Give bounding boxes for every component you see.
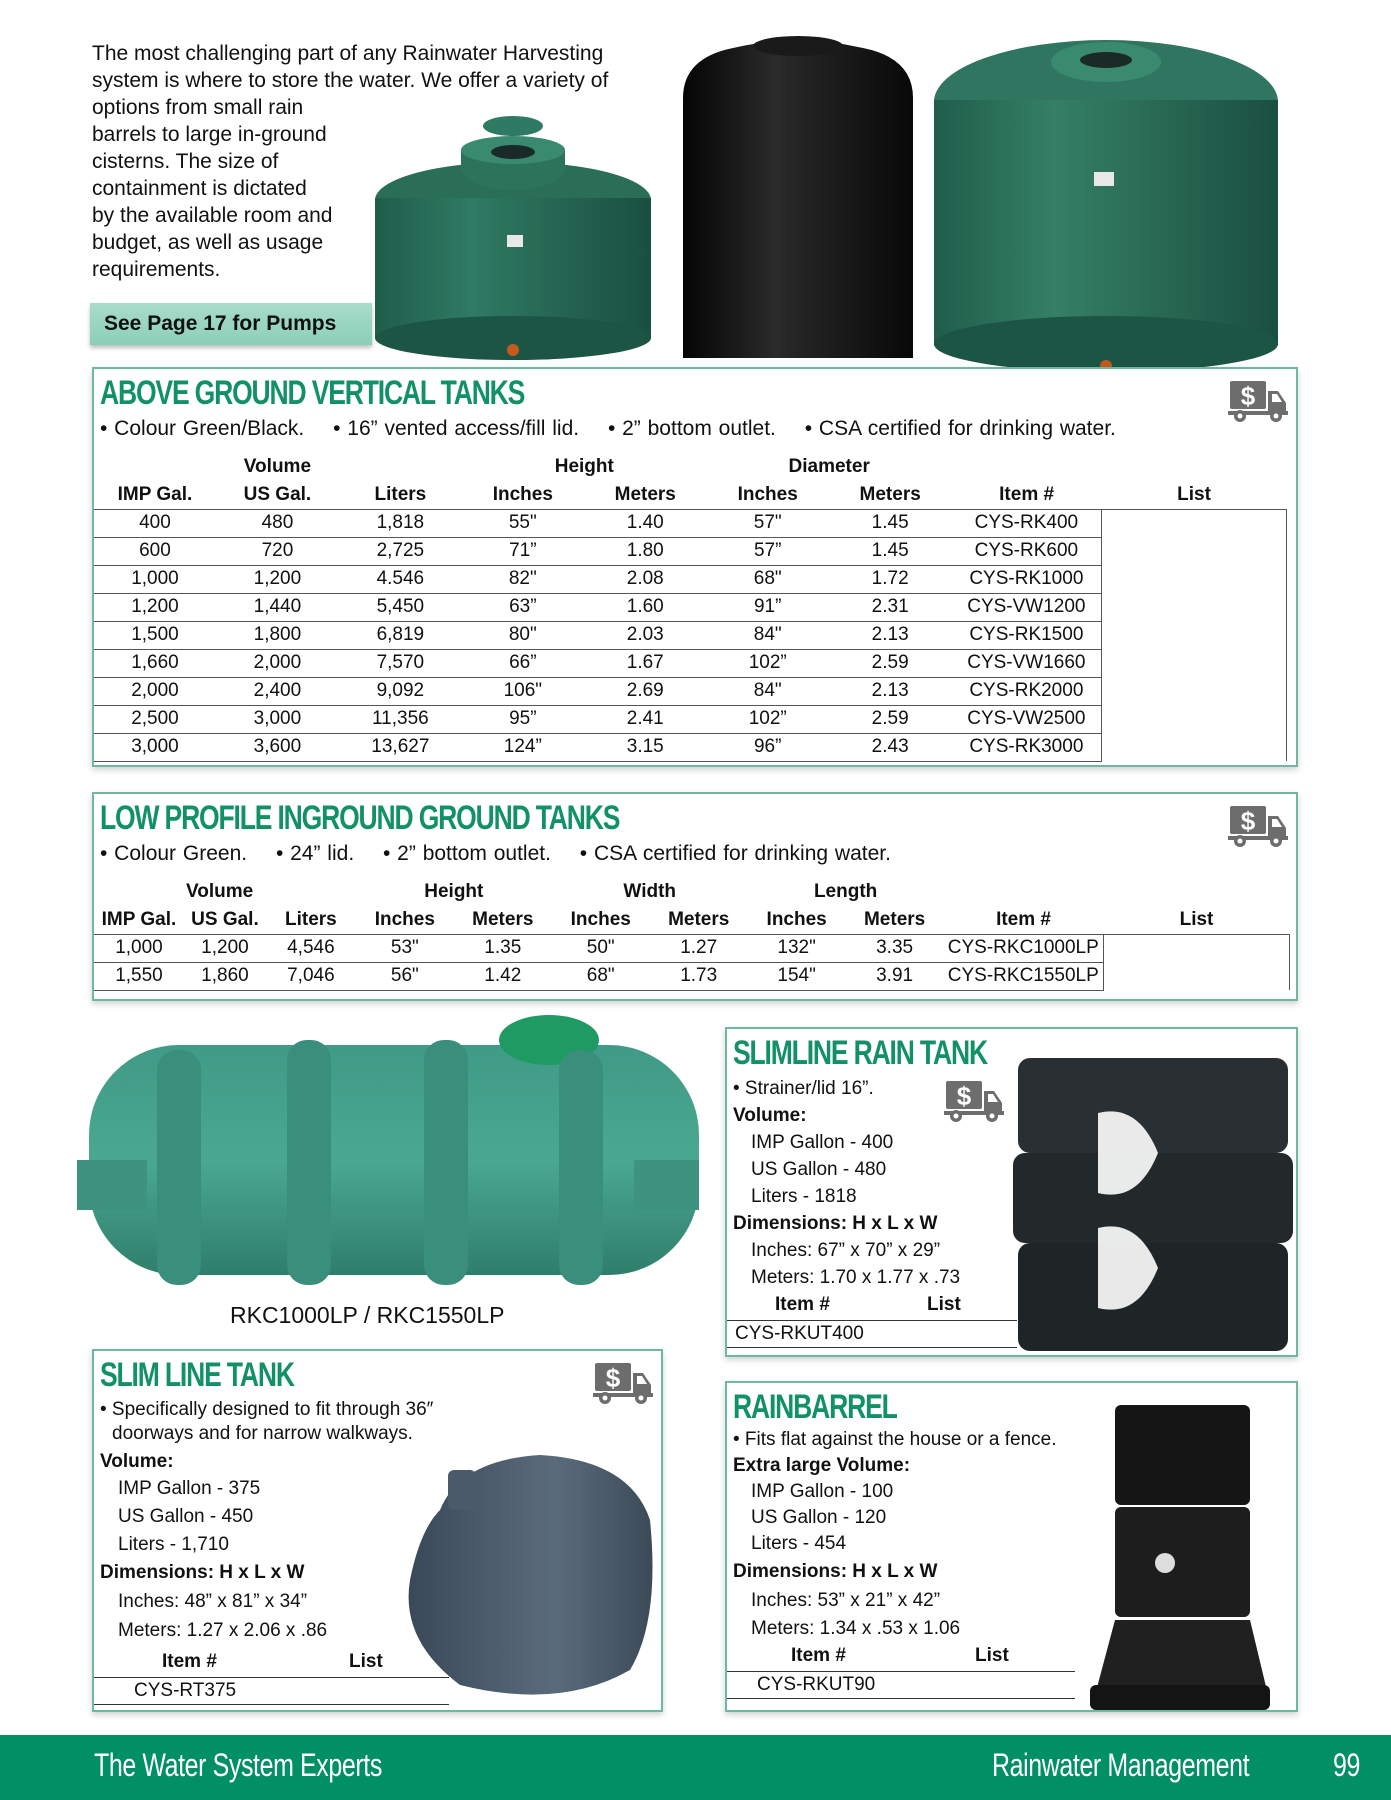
table-cell: 1,200	[216, 565, 339, 593]
list-header: List	[927, 1294, 961, 1315]
section-title: LOW PROFILE INGROUND GROUND TANKS	[100, 799, 620, 837]
table-cell: 1,000	[94, 565, 216, 593]
table-cell: 11,356	[339, 705, 462, 733]
item-row	[727, 1671, 1075, 1699]
column-header: US Gal.	[191, 908, 259, 930]
table-cell: 2.13	[829, 677, 952, 705]
table-cell: 1,500	[94, 621, 216, 649]
table-cell: 2,500	[94, 705, 216, 733]
section-title: SLIMLINE RAIN TANK	[733, 1034, 987, 1072]
table-cell: 1.80	[584, 537, 707, 565]
footer-tagline: The Water System Experts	[94, 1747, 382, 1783]
feature-item: • 2” bottom outlet.	[607, 417, 776, 440]
intro-line: budget, as well as usage	[92, 231, 324, 254]
table-row	[94, 705, 1287, 733]
item-header: Item #	[162, 1651, 217, 1672]
table-cell: 82"	[462, 565, 584, 593]
table-cell: 400	[94, 509, 216, 537]
feature-item: • 2” bottom outlet.	[383, 842, 551, 865]
table-cell: 71”	[462, 537, 584, 565]
table-cell: 3.91	[846, 962, 944, 990]
item-number-cell: CYS-RKC1000LP	[944, 934, 1104, 962]
item-number: CYS-RKUT90	[757, 1674, 876, 1695]
intro-line: The most challenging part of any Rainwater Harvesting	[92, 42, 604, 65]
volume-item: IMP Gallon - 375	[118, 1478, 261, 1499]
table-cell: 1.60	[584, 593, 707, 621]
volume-item: US Gallon - 480	[751, 1159, 887, 1180]
low-profile-image-caption: RKC1000LP / RKC1550LP	[230, 1302, 505, 1328]
table-cell: 2.03	[584, 621, 707, 649]
volume-label: Volume:	[100, 1451, 174, 1472]
column-header: Inches	[374, 908, 435, 930]
item-table	[94, 1651, 449, 1705]
table-cell: 68"	[552, 962, 650, 990]
table-cell: 1,200	[94, 593, 216, 621]
table-cell: 2,400	[216, 677, 339, 705]
column-header: Meters	[668, 908, 730, 930]
feature-item: • Colour Green/Black.	[100, 417, 305, 440]
table-cell: 96”	[707, 733, 829, 761]
table-cell: 1.67	[584, 649, 707, 677]
low-profile-spec-table	[94, 878, 1290, 1018]
table-cell: 2.41	[584, 705, 707, 733]
product-details	[733, 1427, 1093, 1643]
table-cell: 4,546	[266, 934, 356, 962]
table-cell: 2.43	[829, 733, 952, 761]
item-table-header	[94, 1651, 449, 1677]
volume-item: US Gallon - 450	[118, 1506, 254, 1527]
list-header: List	[975, 1645, 1009, 1666]
table-cell: 3.35	[846, 934, 944, 962]
product-details	[100, 1397, 440, 1645]
volume-item: IMP Gallon - 100	[751, 1481, 894, 1502]
item-number-cell: CYS-RK1500	[952, 621, 1102, 649]
volume-label: Extra large Volume:	[733, 1455, 911, 1476]
table-row	[94, 962, 1290, 990]
item-number-cell: CYS-VW1660	[952, 649, 1102, 677]
table-cell: 1,800	[216, 621, 339, 649]
intro-line: by the available room and	[92, 204, 333, 227]
table-cell: 80"	[462, 621, 584, 649]
table-cell: 2,000	[94, 677, 216, 705]
table-row	[94, 509, 1287, 537]
table-cell: 13,627	[339, 733, 462, 761]
list-header: List	[349, 1651, 383, 1672]
column-header: Liters	[374, 483, 427, 505]
green-vertical-tank-image	[372, 110, 654, 362]
intro-line: options from small rain	[92, 96, 304, 119]
table-row	[94, 733, 1287, 761]
table-cell: 2.59	[829, 705, 952, 733]
section-title: SLIM LINE TANK	[100, 1356, 294, 1394]
table-cell: 2,725	[339, 537, 462, 565]
table-cell: 720	[216, 537, 339, 565]
table-spacer	[94, 761, 1287, 789]
truck-dollar-icon	[1228, 379, 1288, 423]
group-header-height: Height	[554, 456, 614, 477]
item-header: Item #	[791, 1645, 846, 1666]
list-price-cell	[1102, 705, 1287, 733]
table-cell: 57"	[707, 509, 829, 537]
dimensions-label: Dimensions: H x L x W	[733, 1213, 938, 1234]
table-cell: 7,046	[266, 962, 356, 990]
section-title: ABOVE GROUND VERTICAL TANKS	[100, 374, 525, 412]
column-header: Meters	[859, 483, 921, 505]
table-cell: 3,000	[216, 705, 339, 733]
column-header: Meters	[614, 483, 676, 505]
table-cell: 1.27	[650, 934, 748, 962]
table-cell: 154"	[748, 962, 846, 990]
table-cell: 91”	[707, 593, 829, 621]
item-number-cell: CYS-RK1000	[952, 565, 1102, 593]
dimension-item: Meters: 1.34 x .53 x 1.06	[751, 1618, 961, 1639]
list-price-cell	[1102, 733, 1287, 761]
table-cell: 5,450	[339, 593, 462, 621]
table-cell: 1,200	[184, 934, 266, 962]
column-header: IMP Gal.	[101, 908, 177, 930]
table-cell: 66”	[462, 649, 584, 677]
column-header: Item #	[996, 908, 1051, 930]
item-table-header	[727, 1645, 1075, 1671]
list-price-cell	[1102, 565, 1287, 593]
feature-item: • 16” vented access/fill lid.	[333, 417, 580, 440]
item-number-cell: CYS-RKC1550LP	[944, 962, 1104, 990]
table-cell: 3,600	[216, 733, 339, 761]
table-cell: 102”	[707, 705, 829, 733]
column-header: Item #	[999, 483, 1055, 505]
column-header: Liters	[285, 908, 337, 930]
dimension-item: Inches: 67” x 70” x 29”	[751, 1240, 941, 1261]
volume-item: Liters - 1818	[751, 1186, 857, 1207]
see-pumps-page-link[interactable]: See Page 17 for Pumps	[90, 303, 372, 345]
column-header: Inches	[766, 908, 827, 930]
table-cell: 1.45	[829, 509, 952, 537]
table-cell: 3,000	[94, 733, 216, 761]
intro-line: requirements.	[92, 258, 221, 281]
table-cell: 2.13	[829, 621, 952, 649]
table-cell: 102”	[707, 649, 829, 677]
intro-line: cisterns. The size of	[92, 150, 279, 173]
black-vertical-tank-image	[673, 28, 923, 363]
dimensions-label: Dimensions: H x L x W	[100, 1562, 305, 1583]
table-cell: 9,092	[339, 677, 462, 705]
table-cell: 95”	[462, 705, 584, 733]
table-cell: 1,818	[339, 509, 462, 537]
table-cell: 1.73	[650, 962, 748, 990]
table-cell: 1,550	[94, 962, 184, 990]
item-table-header	[727, 1294, 1017, 1320]
feature-item: • CSA certified for drinking water.	[579, 842, 891, 865]
intro-line: barrels to large in-ground	[92, 123, 327, 146]
large-green-vertical-tank-image	[930, 22, 1282, 375]
table-row	[94, 537, 1287, 565]
list-price-cell	[1102, 677, 1287, 705]
feature-list	[100, 842, 913, 866]
item-number-cell: CYS-RK400	[952, 509, 1102, 537]
list-price-cell	[1104, 962, 1290, 990]
feature-list	[100, 417, 1138, 441]
table-cell: 50"	[552, 934, 650, 962]
feature-item: • Colour Green.	[100, 842, 248, 865]
table-cell: 3.15	[584, 733, 707, 761]
feature-item: doorways and for narrow walkways.	[112, 1423, 413, 1444]
item-header: Item #	[775, 1294, 830, 1315]
table-cell: 1.42	[454, 962, 552, 990]
intro-line: system is where to store the water. We offer a variety of	[92, 69, 609, 92]
table-cell: 68"	[707, 565, 829, 593]
intro-line: containment is dictated	[92, 177, 307, 200]
column-header: US Gal.	[243, 483, 312, 505]
table-row	[94, 649, 1287, 677]
item-number-cell: CYS-VW1200	[952, 593, 1102, 621]
table-cell: 53"	[356, 934, 454, 962]
table-cell: 600	[94, 537, 216, 565]
feature-item: • 24” lid.	[275, 842, 355, 865]
table-cell: 1,000	[94, 934, 184, 962]
table-cell: 480	[216, 509, 339, 537]
table-row	[94, 677, 1287, 705]
table-cell: 6,819	[339, 621, 462, 649]
truck-dollar-icon	[1228, 804, 1288, 848]
dimension-item: Meters: 1.27 x 2.06 x .86	[118, 1620, 328, 1641]
item-table	[727, 1645, 1075, 1699]
list-price-cell	[1104, 934, 1290, 962]
feature-item: • Specifically designed to fit through 36″	[100, 1399, 434, 1420]
volume-item: IMP Gallon - 400	[751, 1132, 894, 1153]
above-ground-spec-table	[94, 453, 1287, 789]
table-cell: 84"	[707, 677, 829, 705]
truck-dollar-icon	[593, 1361, 653, 1405]
list-price-cell	[1102, 509, 1287, 537]
column-header: Inches	[737, 483, 798, 505]
volume-label: Volume:	[733, 1105, 807, 1126]
feature-item: • Fits flat against the house or a fence.	[733, 1429, 1057, 1450]
table-cell: 1.35	[454, 934, 552, 962]
group-header-height: Height	[424, 881, 484, 902]
column-header: Inches	[492, 483, 553, 505]
item-row	[727, 1320, 1017, 1348]
table-cell: 63”	[462, 593, 584, 621]
column-header: List	[1177, 483, 1211, 505]
page-number: 99	[1333, 1747, 1360, 1783]
dimension-item: Inches: 48” x 81” x 34”	[118, 1591, 308, 1612]
volume-item: Liters - 454	[751, 1533, 847, 1554]
slimline-rain-tank-image	[1008, 1038, 1298, 1356]
column-header: IMP Gal.	[117, 483, 193, 505]
group-header-volume: Volume	[243, 456, 312, 477]
table-cell: 56"	[356, 962, 454, 990]
footer-section-name: Rainwater Management	[992, 1747, 1250, 1783]
item-number: CYS-RKUT400	[735, 1323, 864, 1344]
low-profile-tank-image	[69, 1010, 706, 1290]
group-header-diameter: Diameter	[788, 456, 870, 477]
table-row	[94, 621, 1287, 649]
column-header: List	[1179, 908, 1214, 930]
dimensions-label: Dimensions: H x L x W	[733, 1561, 938, 1582]
table-cell: 1,860	[184, 962, 266, 990]
table-row	[94, 565, 1287, 593]
rainbarrel-image	[1090, 1395, 1270, 1715]
group-header-volume: Volume	[185, 881, 254, 902]
above-ground-vertical-tanks-section	[92, 367, 1298, 767]
feature-item: • CSA certified for drinking water.	[804, 417, 1116, 440]
table-cell: 124”	[462, 733, 584, 761]
table-cell: 1.45	[829, 537, 952, 565]
item-table	[727, 1294, 1017, 1348]
dimension-item: Meters: 1.70 x 1.77 x .73	[751, 1267, 961, 1288]
table-cell: 57”	[707, 537, 829, 565]
volume-item: US Gallon - 120	[751, 1507, 887, 1528]
item-number-cell: CYS-RK3000	[952, 733, 1102, 761]
list-price-cell	[1102, 649, 1287, 677]
table-cell: 1.40	[584, 509, 707, 537]
page-footer	[0, 1735, 1391, 1800]
list-price-cell	[1102, 593, 1287, 621]
table-cell: 1.72	[829, 565, 952, 593]
column-header: Meters	[863, 908, 926, 930]
group-header-width: Width	[623, 881, 677, 902]
table-cell: 1,440	[216, 593, 339, 621]
item-number-cell: CYS-VW2500	[952, 705, 1102, 733]
low-profile-inground-tanks-section	[92, 792, 1298, 1001]
table-cell: 2.69	[584, 677, 707, 705]
table-cell: 2.31	[829, 593, 952, 621]
column-header: Meters	[472, 908, 534, 930]
table-cell: 1,660	[94, 649, 216, 677]
product-details	[733, 1075, 1013, 1291]
item-number-cell: CYS-RK600	[952, 537, 1102, 565]
table-cell: 7,570	[339, 649, 462, 677]
dimension-item: Inches: 53” x 21” x 42”	[751, 1590, 941, 1611]
column-header: Inches	[570, 908, 631, 930]
table-cell: 4.546	[339, 565, 462, 593]
item-number: CYS-RT375	[134, 1680, 237, 1701]
table-row	[94, 934, 1290, 962]
table-cell: 106"	[462, 677, 584, 705]
table-cell: 2.08	[584, 565, 707, 593]
slim-line-tank-image	[400, 1440, 660, 1710]
table-row	[94, 593, 1287, 621]
table-cell: 132"	[748, 934, 846, 962]
table-cell: 2.59	[829, 649, 952, 677]
table-cell: 55"	[462, 509, 584, 537]
volume-item: Liters - 1,710	[118, 1534, 229, 1555]
item-row	[94, 1677, 449, 1705]
table-cell: 2,000	[216, 649, 339, 677]
group-header-length: Length	[813, 881, 878, 902]
table-cell: 84"	[707, 621, 829, 649]
list-price-cell	[1102, 621, 1287, 649]
feature-item: • Strainer/lid 16”.	[733, 1078, 874, 1099]
section-title: RAINBARREL	[733, 1388, 897, 1426]
list-price-cell	[1102, 537, 1287, 565]
item-number-cell: CYS-RK2000	[952, 677, 1102, 705]
